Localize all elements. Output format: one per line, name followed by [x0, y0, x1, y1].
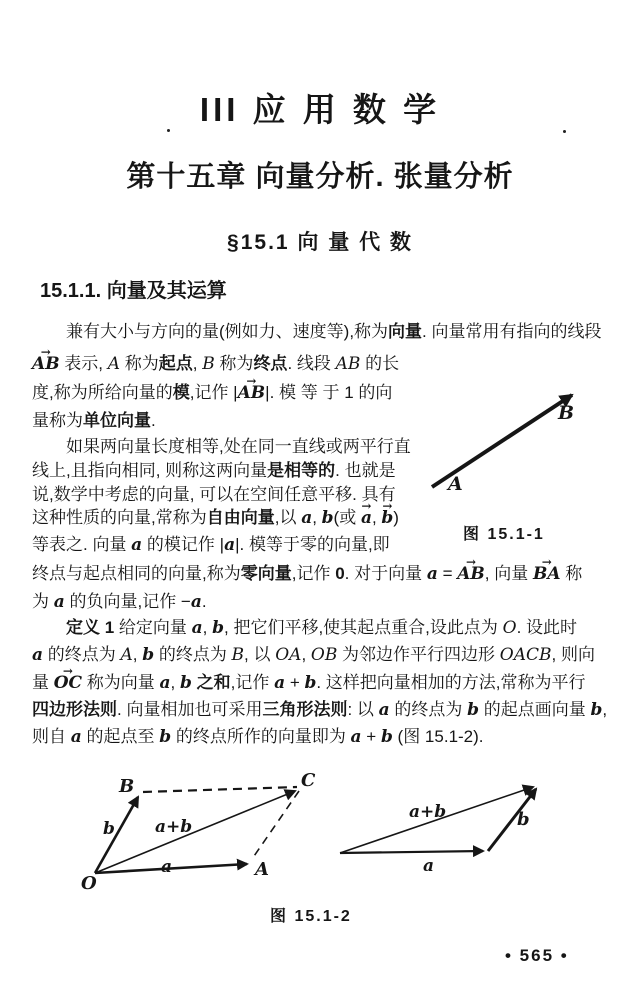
- dashed-right-side: [252, 791, 299, 859]
- paragraph-line: → AB 表示, A 称为起点, B 称为终点. 线段 AB 的长: [32, 354, 399, 374]
- definition-line: 则自 a 的起点至 b 的终点所作的向量即为 a + b (图 15.1-2).: [32, 727, 484, 747]
- triangle-diagram: [340, 787, 536, 876]
- paragraph-line: 等表之. 向量 a 的模记作 |a|. 模等于零的向量,即: [32, 535, 390, 555]
- vector-a-label: a: [423, 856, 435, 876]
- paragraph-line: 终点与起点相同的向量,称为零向量,记作 0. 对于向量 a = → AB, 向量 → BA 称: [32, 564, 582, 584]
- paragraph-line: 这种性质的向量,常称为自由向量,以 a, b(或 → a, → b): [32, 508, 399, 528]
- vector-b-label: b: [517, 809, 530, 830]
- figure-vector-ab: [425, 383, 630, 518]
- paragraph-line: 量称为单位向量.: [32, 411, 156, 430]
- definition-line: a 的终点为 A, b 的终点为 B, 以 OA, OB 为邻边作平行四边形 OACB, 则向: [32, 645, 595, 665]
- vector-b-line: [95, 797, 138, 873]
- page-number: • 565 •: [505, 946, 569, 965]
- scan-speck: [167, 129, 170, 132]
- paragraph-line: 兼有大小与方向的量(例如力、速度等),称为向量. 向量常用有指向的线段: [66, 322, 602, 341]
- figure-caption: 图 15.1-1: [463, 526, 545, 543]
- subsection-title: 15.1.1. 向量及其运算: [40, 280, 227, 302]
- point-label-a: A: [255, 859, 269, 880]
- point-label-o: O: [81, 873, 97, 894]
- definition-line: 定义 1 给定向量 a, b, 把它们平移,使其起点重合,设此点为 O. 设此时: [66, 618, 578, 638]
- point-label-a: A: [448, 473, 463, 495]
- chapter-title: 第十五章 向量分析. 张量分析: [126, 161, 514, 193]
- dashed-top-side: [143, 787, 297, 792]
- section-title: §15.1 向 量 代 数: [227, 231, 413, 254]
- point-label-b: B: [119, 776, 135, 797]
- part-title: III 应 用 数 学: [199, 91, 441, 128]
- paragraph-line: 为 a 的负向量,记作 −a.: [32, 592, 207, 612]
- figure-caption: 图 15.1-2: [270, 908, 352, 925]
- vector-sum-label: a+b: [409, 802, 447, 822]
- parallelogram-diagram: [81, 772, 316, 894]
- paragraph-line: 说,数学中考虑的向量, 可以在空间任意平移. 具有: [32, 485, 396, 504]
- definition-line: 四边形法则. 向量相加也可采用三角形法则: 以 a 的终点为 b 的起点画向量 b,: [32, 700, 608, 720]
- point-label-c: C: [301, 772, 316, 791]
- vector-sum-label: a+b: [155, 817, 193, 837]
- vector-a-label: a: [161, 857, 173, 877]
- paragraph-line: 度,称为所给向量的模,记作 |→ AB|. 模 等 于 1 的向: [32, 383, 392, 403]
- figure-vector-addition: [55, 772, 590, 902]
- point-label-b: B: [558, 402, 575, 424]
- paragraph-line: 线上,且指向相同, 则称这两向量是相等的. 也就是: [32, 461, 396, 480]
- definition-line: 量 → OC 称为向量 a, b 之和,记作 a + b. 这样把向量相加的方法,常称为平行: [32, 673, 586, 693]
- paragraph-line: 如果两向量长度相等,处在同一直线或两平行直: [66, 437, 411, 456]
- scan-speck: [563, 130, 566, 133]
- vector-b-label: b: [103, 819, 115, 839]
- vector-a-line: [340, 851, 483, 853]
